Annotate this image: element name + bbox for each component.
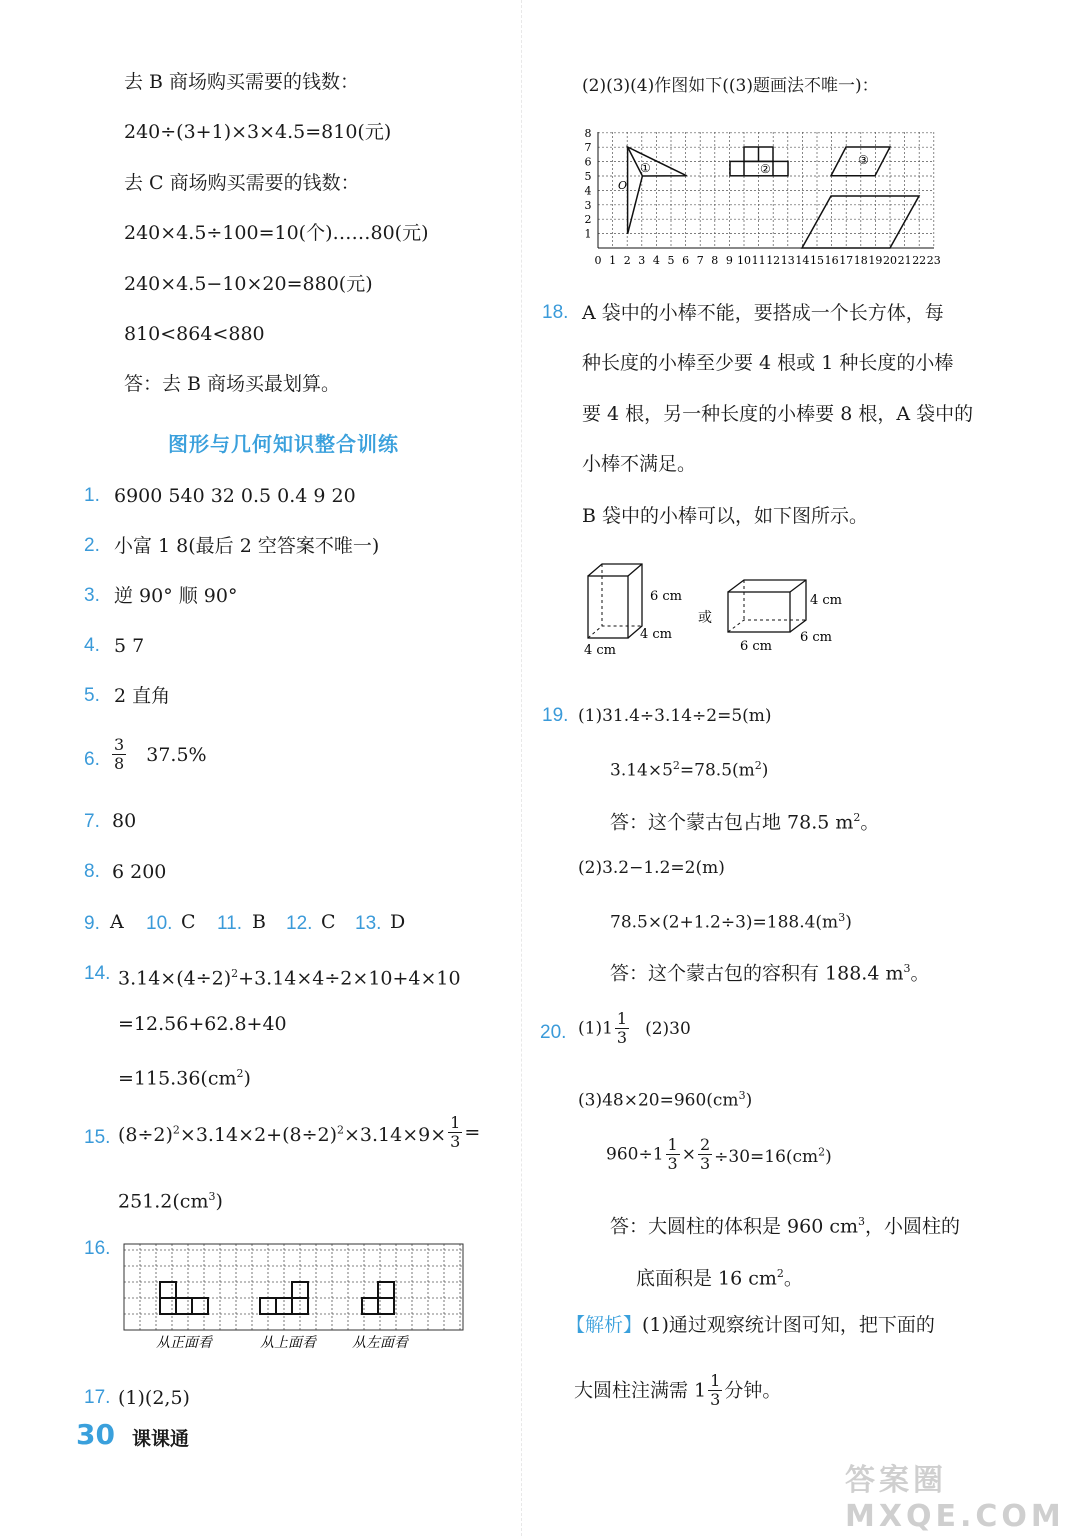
answer-15-line1: $(8\div 2)^2\times 3.14\times 2+(8\div 2)^2\times 3.14\times 9\times$ $\frac{1}{3}$ =: [118, 1113, 481, 1151]
axis-tick-label: 3: [638, 254, 646, 267]
answer-20-line: 960÷1 $\frac{1}{3}$ × $\frac{2}{3}$ $\div 30=16(cm^2)$: [606, 1135, 832, 1173]
cuboid-diagrams: [580, 556, 870, 662]
answer-18-line: 种长度的小棒至少要 4 根或 1 种长度的小棒: [582, 352, 954, 374]
axis-tick-label: 21: [897, 254, 912, 267]
answer-19-line: (1)31.4÷3.14÷2=5(m): [578, 706, 772, 726]
answer-9: A: [110, 911, 124, 933]
figure-label: ③: [858, 153, 869, 167]
axis-tick-label: 2: [584, 213, 592, 227]
axis-tick-label: 20: [883, 254, 897, 267]
analysis-line: 【解析】(1)通过观察统计图可知，把下面的: [566, 1314, 935, 1336]
text-line: 810<864<880: [124, 323, 265, 345]
axis-tick-label: 19: [868, 254, 883, 267]
question-number: 19.: [542, 705, 569, 726]
answer-19-line: 答：这个蒙古包的容积有 188.4 $m^3$。: [610, 962, 930, 985]
view-label: 从上面看: [260, 1335, 316, 1351]
watermark: 答案圈 MXQE.COM: [845, 1463, 1065, 1534]
text-line: 去 B 商场购买需要的钱数：: [124, 71, 360, 93]
answer-20-line: 答：大圆柱的体积是 960 $cm^3$，小圆柱的: [610, 1215, 961, 1238]
question-number: 14.: [84, 963, 111, 984]
dimension-label: 4 cm: [584, 643, 617, 658]
answer-1: 6900 540 32 0.5 0.4 9 20: [114, 485, 356, 507]
text-line: 240×4.5÷100=10(个)……80(元): [124, 222, 429, 244]
question-number: 3.: [84, 585, 100, 606]
text-line: (2)(3)(4)作图如下((3)题画法不唯一)：: [582, 76, 879, 96]
axis-tick-label: 11: [751, 254, 766, 267]
question-number: 2.: [84, 535, 100, 556]
answer-18-line: A 袋中的小棒不能，要搭成一个长方体，每: [582, 302, 944, 324]
answer-20-line: 底面积是 16 $cm^2$。: [636, 1267, 803, 1290]
fraction: $\frac{1}{3}$: [616, 1009, 628, 1047]
fraction: $\frac{1}{3}$: [667, 1135, 678, 1173]
answer-3: 逆 90° 顺 90°: [114, 585, 238, 607]
answer-19-line: $3.14\times 5^2=78.5(m^2)$: [610, 759, 769, 781]
axis-tick-label: 8: [584, 126, 592, 140]
origin-label: O: [618, 179, 628, 192]
three-views-diagram: [120, 1240, 466, 1355]
axis-tick-label: 10: [737, 254, 751, 267]
dimension-label: 4 cm: [810, 593, 843, 608]
fraction: $\frac{3}{8}$: [114, 735, 125, 773]
question-number: 20.: [540, 1022, 567, 1043]
dimension-label: 6 cm: [650, 589, 683, 604]
axis-tick-label: 0: [594, 254, 602, 267]
axis-tick-label: 13: [780, 254, 795, 267]
coordinate-grid-diagram: [582, 128, 952, 270]
view-label: 从左面看: [352, 1335, 408, 1351]
answer-19-line: (2)3.2−1.2=2(m): [578, 858, 725, 878]
question-number: 9.: [84, 913, 100, 934]
axis-tick-label: 7: [696, 254, 704, 267]
dimension-label: 6 cm: [800, 630, 833, 645]
question-number: 4.: [84, 635, 100, 656]
question-number: 15.: [84, 1127, 111, 1148]
fraction: $\frac{1}{3}$: [450, 1113, 461, 1151]
question-number: 7.: [84, 811, 100, 832]
axis-tick-label: 4: [584, 184, 592, 198]
answer-20-line: (1)1 $\frac{1}{3}$ (2)30: [578, 1009, 691, 1047]
question-number: 11.: [217, 913, 243, 934]
figure-label: ①: [640, 161, 651, 175]
answer-19-line: $78.5\times(2+1.2\div 3)=188.4(m^3)$: [610, 911, 852, 933]
answer-8: 6 200: [112, 861, 167, 883]
answer-13: D: [390, 911, 406, 933]
answer-12: C: [321, 911, 336, 933]
axis-tick-label: 6: [584, 155, 592, 169]
axis-tick-label: 9: [725, 254, 733, 267]
or-label: 或: [698, 610, 712, 626]
fraction: $\frac{2}{3}$: [699, 1135, 711, 1173]
answer-17: (1)(2,5): [118, 1387, 190, 1409]
answer-11: B: [252, 911, 266, 933]
question-number: 5.: [84, 685, 100, 706]
axis-tick-label: 17: [839, 254, 854, 267]
page-number: 30: [76, 1418, 115, 1451]
figure-label: ②: [760, 162, 771, 176]
axis-tick-label: 15: [810, 254, 824, 267]
question-number: 6.: [84, 749, 100, 770]
analysis-tag: 【解析】: [566, 1314, 643, 1336]
answer-20-line: $(3)48\times 20=960(cm^3)$: [578, 1089, 753, 1111]
axis-tick-label: 4: [652, 254, 660, 267]
dimension-label: 6 cm: [740, 639, 773, 654]
analysis-line: 大圆柱注满需 1 $\frac{1}{3}$ 分钟。: [574, 1371, 782, 1409]
axis-tick-label: 12: [766, 254, 781, 267]
axis-tick-label: 23: [926, 254, 941, 267]
answer-18-line: B 袋中的小棒可以，如下图所示。: [582, 505, 869, 527]
answer-15-line2: $251.2(cm^3)$: [118, 1190, 223, 1213]
answer-14-line3: $=115.36(cm^2)$: [118, 1067, 251, 1090]
axis-tick-label: 16: [824, 254, 839, 267]
answer-6: $\frac{3}{8}$ 37.5%: [114, 735, 207, 773]
axis-tick-label: 5: [584, 170, 592, 183]
question-number: 12.: [286, 913, 313, 934]
answer-7: 80: [112, 810, 137, 832]
answer-5: 2 直角: [114, 685, 171, 707]
question-number: 10.: [146, 913, 173, 934]
view-label: 从正面看: [156, 1335, 212, 1351]
dimension-label: 4 cm: [640, 627, 673, 642]
axis-tick-label: 18: [853, 254, 868, 267]
text-line: 240×4.5−10×20=880(元): [124, 273, 373, 295]
answer-14-line2: =12.56+62.8+40: [118, 1013, 287, 1035]
axis-tick-label: 1: [584, 227, 592, 241]
answer-18-line: 要 4 根，另一种长度的小棒要 8 根，A 袋中的: [582, 403, 974, 425]
question-number: 17.: [84, 1387, 111, 1408]
axis-tick-label: 14: [795, 254, 810, 267]
column-divider: [521, 0, 522, 1536]
axis-tick-label: 3: [584, 198, 592, 212]
fraction: $\frac{1}{3}$: [710, 1371, 721, 1409]
question-number: 8.: [84, 861, 100, 882]
brand-name: 课课通: [132, 1428, 190, 1450]
axis-tick-label: 7: [584, 141, 592, 155]
axis-tick-label: 5: [667, 254, 675, 267]
answer-14-line1: $3.14\times(4\div 2)^2+3.14\times 4\div 2\times 10+4\times 10$: [118, 967, 461, 990]
answer-2: 小富 1 8(最后 2 空答案不唯一): [114, 535, 380, 557]
text-line: 240÷(3+1)×3×4.5=810(元): [124, 121, 392, 143]
axis-tick-label: 6: [682, 254, 690, 267]
question-number: 1.: [84, 485, 100, 506]
text-line: 去 C 商场购买需要的钱数：: [124, 172, 360, 194]
axis-tick-label: 22: [912, 254, 927, 267]
section-heading: 图形与几何知识整合训练: [168, 432, 399, 456]
question-number: 18.: [542, 302, 569, 323]
text-line: 答：去 B 商场买最划算。: [124, 373, 341, 395]
axis-tick-label: 2: [623, 254, 631, 267]
axis-tick-label: 8: [711, 254, 719, 267]
question-number: 16.: [84, 1238, 111, 1259]
answer-19-line: 答：这个蒙古包占地 78.5 $m^2$。: [610, 811, 880, 834]
answer-4: 5 7: [114, 635, 145, 657]
axis-tick-label: 1: [609, 254, 617, 267]
answer-18-line: 小棒不满足。: [582, 453, 697, 475]
answer-10: C: [181, 911, 196, 933]
question-number: 13.: [355, 913, 382, 934]
